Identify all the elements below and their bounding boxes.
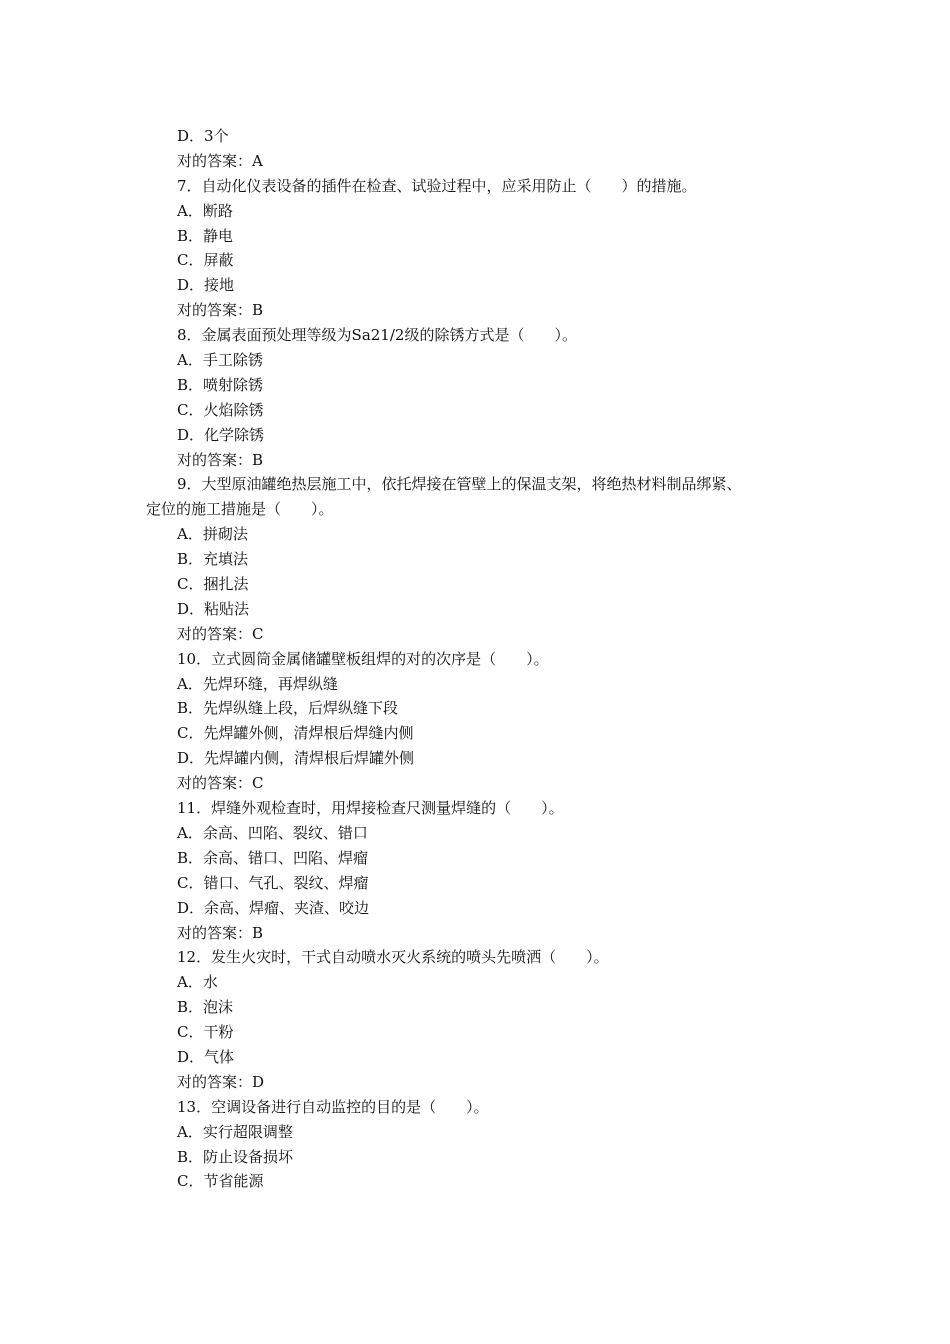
option-line: D．3个: [177, 127, 229, 145]
option-line: A．实行超限调整: [177, 1122, 293, 1141]
option-line: D．余高、焊瘤、夹渣、咬边: [177, 898, 370, 917]
option-line: A．拼砌法: [177, 525, 248, 544]
question-line: 12．发生火灾时，干式自动喷水灭火系统的喷头先喷洒（ ）。: [177, 948, 609, 967]
option-line: D．化学除锈: [177, 425, 265, 444]
question-line-continued: 定位的施工措施是（ ）。: [146, 500, 334, 519]
answer-line: 对的答案：D: [177, 1072, 265, 1091]
option-line: B．充填法: [177, 550, 249, 569]
option-line: B．喷射除锈: [177, 375, 264, 394]
option-line: A．先焊环缝，再焊纵缝: [177, 674, 338, 693]
question-line: 10．立式圆筒金属储罐壁板组焊的对的次序是（ ）。: [177, 649, 549, 668]
option-line: B．泡沫: [177, 998, 234, 1017]
option-line: C．干粉: [177, 1023, 234, 1042]
answer-line: 对的答案：B: [177, 301, 264, 320]
option-line: C．节省能源: [177, 1172, 264, 1191]
option-line: B．余高、错口、凹陷、焊瘤: [177, 848, 369, 867]
answer-line: 对的答案：A: [177, 151, 263, 170]
document-body: [0, 124, 950, 1194]
option-line: B．先焊纵缝上段，后焊纵缝下段: [177, 699, 399, 718]
question-line: 7．自动化仪表设备的插件在检查、试验过程中，应采用防止（ ）的措施。: [177, 176, 697, 195]
option-line: B．防止设备损坏: [177, 1147, 294, 1166]
option-line: C．错口、气孔、裂纹、焊瘤: [177, 873, 369, 892]
question-line: 13．空调设备进行自动监控的目的是（ ）。: [177, 1097, 489, 1116]
option-line: A．断路: [177, 201, 233, 220]
option-line: D．先焊罐内侧，清焊根后焊罐外侧: [177, 749, 415, 768]
option-line: B．静电: [177, 226, 234, 245]
answer-line: 对的答案：B: [177, 923, 264, 942]
answer-line: 对的答案：C: [177, 624, 264, 643]
option-line: C．火焰除锈: [177, 400, 264, 419]
question-line: 11．焊缝外观检查时，用焊接检查尺测量焊缝的（ ）。: [177, 799, 564, 818]
answer-line: 对的答案：B: [177, 450, 264, 469]
option-line: C．先焊罐外侧，清焊根后焊缝内侧: [177, 724, 414, 743]
option-line: C．捆扎法: [177, 575, 249, 594]
option-line: C．屏蔽: [177, 251, 234, 270]
option-line: A．手工除锈: [177, 351, 263, 370]
question-line: 9．大型原油罐绝热层施工中，依托焊接在管壁上的保温支架，将绝热材料制品绑紧、: [177, 475, 742, 494]
question-line: 8．金属表面预处理等级为Sa21/2级的除锈方式是（ ）。: [177, 326, 577, 345]
option-line: D．粘贴法: [177, 599, 250, 618]
option-line: A．余高、凹陷、裂纹、错口: [177, 823, 368, 842]
option-line: A．水: [177, 973, 218, 992]
option-line: D．接地: [177, 276, 235, 295]
answer-line: 对的答案：C: [177, 774, 264, 793]
option-line: D．气体: [177, 1047, 235, 1066]
